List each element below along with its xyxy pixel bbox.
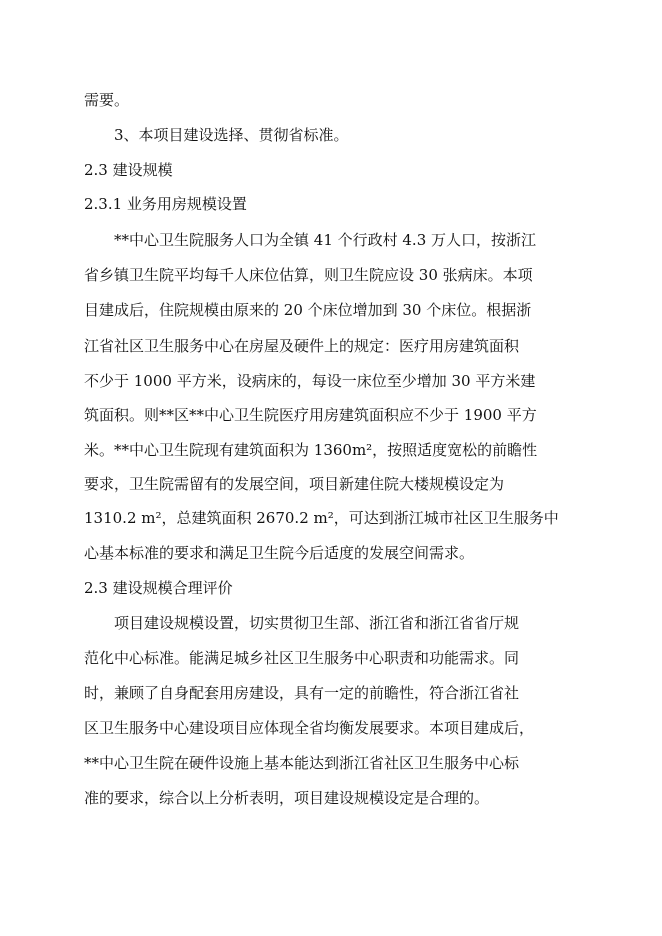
subsection-heading: 2.3.1 业务用房规模设置	[84, 195, 247, 213]
paragraph-line: 1310.2 m²，总建筑面积 2670.2 m²，可达到浙江城市社区卫生服务中	[84, 509, 559, 527]
paragraph-line: **中心卫生院服务人口为全镇 41 个行政村 4.3 万人口，按浙江	[114, 231, 537, 249]
paragraph-line: 心基本标准的要求和满足卫生院今后适度的发展空间需求。	[84, 544, 475, 562]
paragraph-line: 范化中心标准。能满足城乡社区卫生服务中心职责和功能需求。同	[84, 649, 520, 667]
paragraph-line: 省乡镇卫生院平均每千人床位估算，则卫生院应设 30 张病床。本项	[84, 266, 533, 284]
paragraph-line: 江省社区卫生服务中心在房屋及硬件上的规定：医疗用房建筑面积	[84, 337, 520, 355]
paragraph-line: 米。**中心卫生院现有建筑面积为 1360m²，按照适度宽松的前瞻性	[84, 441, 538, 459]
paragraph-line: 准的要求，综合以上分析表明，项目建设规模设定是合理的。	[84, 789, 490, 807]
paragraph-line: 时，兼顾了自身配套用房建设，具有一定的前瞻性，符合浙江省社	[84, 684, 520, 702]
section-heading: 2.3 建设规模合理评价	[84, 579, 233, 597]
paragraph-line: **中心卫生院在硬件设施上基本能达到浙江省社区卫生服务中心标	[84, 754, 520, 772]
paragraph-line: 项目建设规模设置，切实贯彻卫生部、浙江省和浙江省省厅规	[114, 614, 520, 632]
section-heading: 2.3 建设规模	[84, 161, 173, 179]
paragraph-line: 要求，卫生院需留有的发展空间，项目新建住院大楼规模设定为	[84, 475, 505, 493]
paragraph-line: 筑面积。则**区**中心卫生院医疗用房建筑面积应不少于 1900 平方	[84, 406, 537, 424]
list-item: 3、本项目建设选择、贯彻省标准。	[114, 126, 349, 144]
paragraph-line: 不少于 1000 平方米，设病床的，每设一床位至少增加 30 平方米建	[84, 372, 536, 390]
paragraph-line: 目建成后，住院规模由原来的 20 个床位增加到 30 个床位。根据浙	[84, 301, 532, 319]
paragraph-line: 需要。	[84, 91, 130, 109]
paragraph-line: 区卫生服务中心建设项目应体现全省均衡发展要求。本项目建成后，	[84, 719, 535, 737]
